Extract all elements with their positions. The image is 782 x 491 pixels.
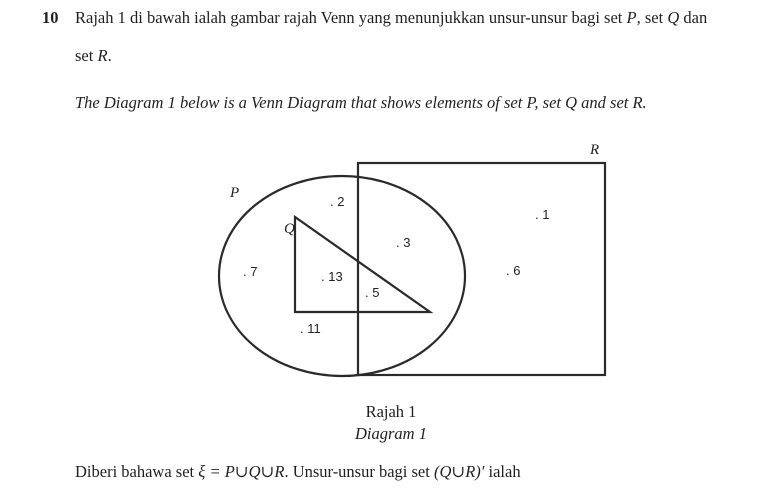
given-middle: . Unsur-unsur bagi set bbox=[284, 462, 434, 481]
given-statement bbox=[75, 462, 521, 482]
element-7: . 7 bbox=[243, 264, 258, 279]
question-text-english: The Diagram 1 below is a Venn Diagram that shows elements of set P, set Q and set R. bbox=[75, 93, 647, 112]
question-text-part: dan bbox=[679, 8, 708, 27]
universal-set-equation: = P∪Q∪R bbox=[205, 462, 285, 481]
element-3: . 3 bbox=[396, 235, 411, 250]
set-r-label: R bbox=[590, 142, 600, 158]
question-text-part: set bbox=[75, 46, 98, 65]
element-1: . 1 bbox=[535, 207, 550, 222]
question-text-part: Rajah 1 di bawah ialah gambar rajah Venn yang menunjukkan unsur-unsur bagi set bbox=[75, 8, 627, 27]
set-p-label: P bbox=[230, 185, 240, 201]
universal-set-symbol: ξ bbox=[198, 462, 206, 481]
element-6: . 6 bbox=[506, 263, 521, 278]
set-expression: (Q∪R)′ bbox=[433, 462, 485, 481]
element-11: . 11 bbox=[300, 321, 321, 336]
set-q-ref: Q bbox=[667, 8, 680, 27]
element-13: . 13 bbox=[321, 269, 343, 284]
set-r-ref: R bbox=[97, 46, 108, 65]
element-2: . 2 bbox=[330, 194, 345, 209]
set-r-rectangle bbox=[358, 163, 605, 375]
set-q-label: Q bbox=[284, 221, 295, 237]
question-text-part: , set bbox=[636, 8, 668, 27]
diagram-caption-english: Diagram 1 bbox=[355, 424, 427, 443]
set-q-triangle bbox=[295, 217, 430, 312]
diagram-caption-malay: Rajah 1 bbox=[365, 402, 417, 421]
question-text-part: . bbox=[107, 46, 112, 65]
set-p-ref: P bbox=[626, 8, 637, 27]
given-prefix: Diberi bahawa set bbox=[75, 462, 199, 481]
question-number: 10 bbox=[42, 8, 59, 27]
given-suffix: ialah bbox=[484, 462, 521, 481]
element-5: . 5 bbox=[365, 285, 380, 300]
